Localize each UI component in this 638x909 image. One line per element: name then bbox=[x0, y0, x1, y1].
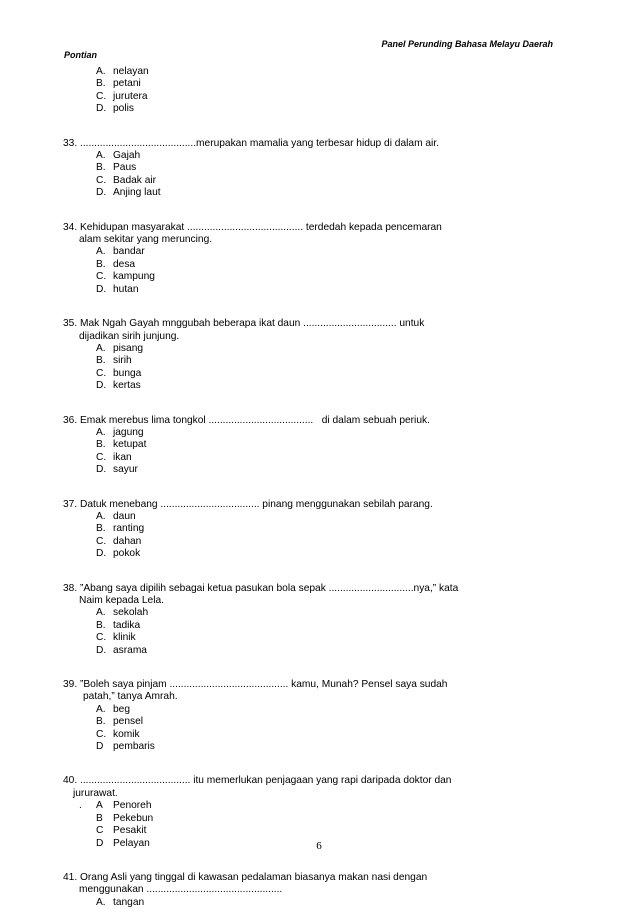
option: D. pokok bbox=[96, 548, 141, 560]
options bbox=[96, 246, 549, 296]
option: C. Badak air bbox=[96, 174, 157, 186]
page-number: 6 bbox=[316, 840, 322, 852]
options bbox=[96, 511, 549, 561]
option: A. sekolah bbox=[96, 607, 149, 619]
option: C. dahan bbox=[96, 535, 142, 547]
question-36 bbox=[63, 415, 549, 477]
question-text-cont: menggunakan ................................................ bbox=[79, 884, 283, 896]
option: D pembaris bbox=[96, 741, 155, 753]
option: C. bunga bbox=[96, 367, 142, 379]
question-text-cont: dijadikan sirih junjung. bbox=[79, 330, 180, 342]
option: D. hutan bbox=[96, 283, 139, 295]
option: C. ikan bbox=[96, 451, 132, 463]
option: A. bandar bbox=[96, 246, 145, 258]
stray-mark: . bbox=[79, 800, 82, 812]
option: B. Paus bbox=[96, 162, 137, 174]
question-text-cont: Naim kepada Lela. bbox=[79, 595, 164, 606]
question-text-cont: patah,” tanya Amrah. bbox=[83, 691, 178, 703]
question-38 bbox=[63, 583, 549, 657]
option: B. ranting bbox=[96, 523, 145, 535]
question-35 bbox=[63, 318, 549, 392]
option: A. nelayan bbox=[96, 66, 149, 77]
option: A. pisang bbox=[96, 342, 144, 354]
header-district: Pontian bbox=[64, 50, 97, 60]
question-text: 34. Kehidupan masyarakat ......................................... terdedah kepada pencemaran bbox=[63, 221, 442, 233]
question-41 bbox=[63, 872, 549, 909]
question-34 bbox=[63, 222, 549, 296]
option: D. polis bbox=[96, 103, 134, 115]
question-39 bbox=[63, 679, 549, 753]
options bbox=[96, 343, 549, 393]
option: D. sayur bbox=[96, 464, 138, 476]
option: B. tadika bbox=[96, 619, 141, 631]
option: . A Penoreh bbox=[79, 800, 152, 812]
question-text-cont: alam sekitar yang meruncing. bbox=[79, 234, 213, 246]
option: A. tangan bbox=[96, 896, 145, 908]
option: B. desa bbox=[96, 258, 136, 270]
option: A. Gajah bbox=[96, 150, 141, 162]
question-text: 35. Mak Ngah Gayah mnggubah beberapa ikat daun ................................. untuk bbox=[63, 318, 425, 330]
option: A. jagung bbox=[96, 426, 144, 438]
option: D Pelayan bbox=[96, 837, 150, 849]
question-37 bbox=[63, 499, 549, 561]
question-text: 40. ....................................... itu memerlukan penjagaan yang rapi daripada doktor dan bbox=[63, 775, 452, 787]
option: D. asrama bbox=[96, 644, 147, 656]
question-text: 36. Emak merebus lima tongkol ..................................... di dalam sebuah periuk. bbox=[63, 414, 430, 426]
option: D. kertas bbox=[96, 380, 141, 392]
option: C Pesakit bbox=[96, 825, 147, 837]
question-list bbox=[63, 66, 549, 909]
question-text: 33. .........................................merupakan mamalia yang terbesar hidup di dalam air. bbox=[63, 137, 439, 149]
options bbox=[96, 607, 549, 657]
options bbox=[96, 704, 549, 754]
options bbox=[96, 427, 549, 477]
option: A. beg bbox=[96, 703, 130, 715]
question-text: 39. ”Boleh saya pinjam .......................................... kamu, Munah? Pensel saya sudah bbox=[63, 679, 448, 691]
option: C. klinik bbox=[96, 632, 136, 644]
option: B Pekebun bbox=[96, 812, 154, 824]
question-40 bbox=[63, 775, 549, 849]
option: B. ketupat bbox=[96, 439, 147, 451]
question-33 bbox=[63, 138, 549, 200]
question-text: 37. Datuk menebang ................................... pinang menggunakan sebilah parang. bbox=[63, 498, 433, 510]
option: B. petani bbox=[96, 78, 141, 90]
question-text-cont: jururawat. bbox=[73, 787, 118, 799]
q32-options bbox=[96, 66, 549, 116]
option: C. jurutera bbox=[96, 90, 148, 102]
option: C. kampung bbox=[96, 271, 155, 283]
option: B. sirih bbox=[96, 355, 132, 367]
question-text: 38. ”Abang saya dipilih sebagai ketua pasukan bola sepak ..............................nya,” kata bbox=[63, 582, 459, 594]
option: A. daun bbox=[96, 510, 136, 522]
header-title: Panel Perunding Bahasa Melayu Daerah bbox=[381, 39, 553, 49]
options bbox=[96, 150, 549, 200]
option: D. Anjing laut bbox=[96, 187, 161, 199]
option: B. pensel bbox=[96, 716, 144, 728]
option: C. komik bbox=[96, 728, 140, 740]
question-text: 41. Orang Asli yang tinggal di kawasan pedalaman biasanya makan nasi dengan bbox=[63, 871, 428, 883]
